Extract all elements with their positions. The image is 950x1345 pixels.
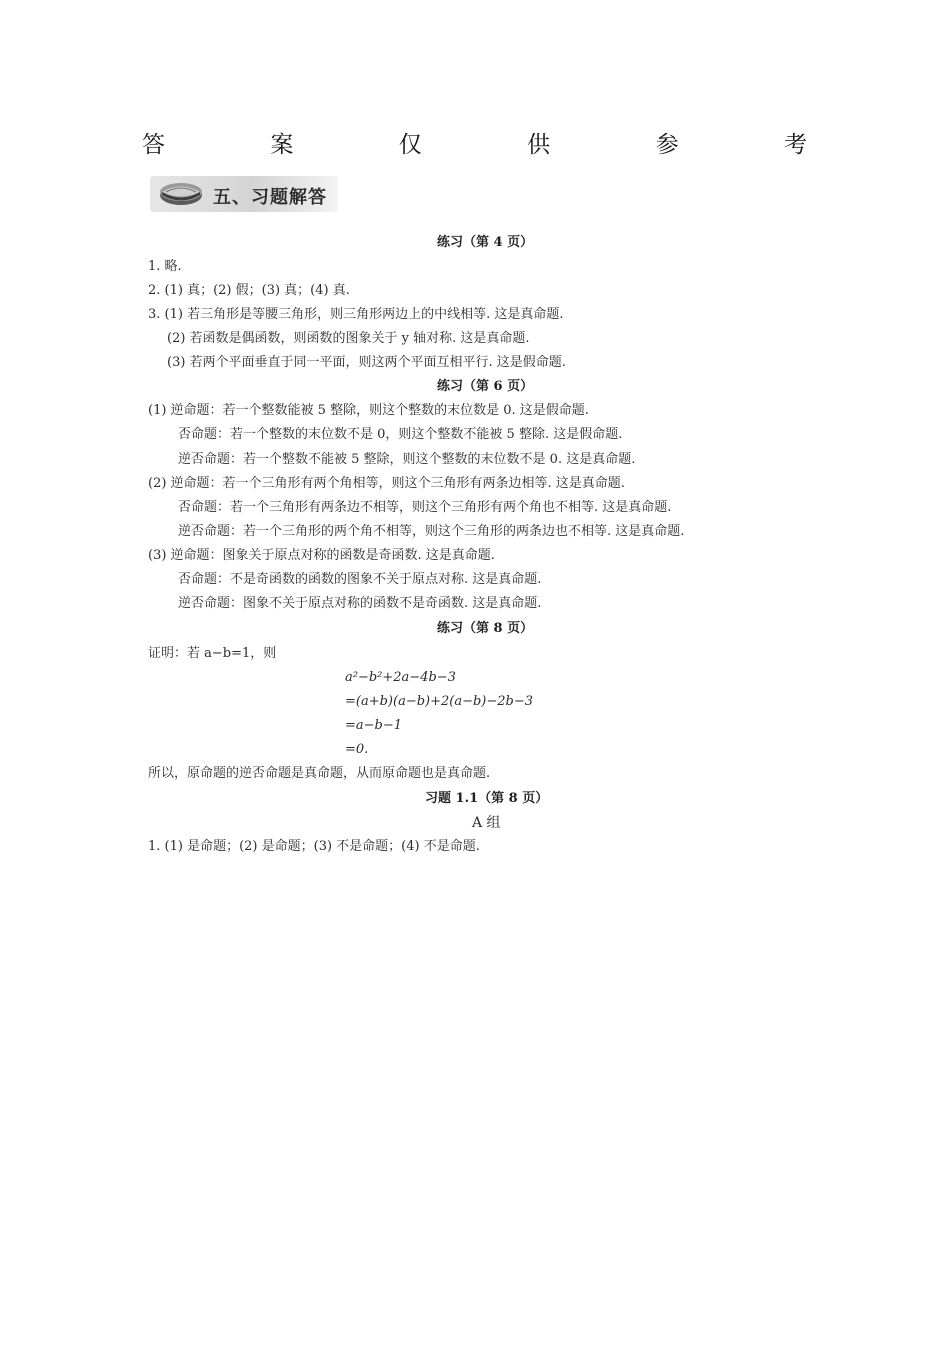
title-char: 供 <box>527 132 551 158</box>
answer-line: 1. (1) 是命题；(2) 是命题；(3) 不是命题；(4) 不是命题. <box>148 839 480 854</box>
answer-line: (3) 逆命题：图象关于原点对称的函数是奇函数. 这是真命题. <box>148 548 495 563</box>
group-label: A 组 <box>472 815 501 831</box>
answer-line: 1. 略. <box>148 259 182 274</box>
equation-line: a²−b²+2a−4b−3 <box>345 670 456 685</box>
answer-line: (3) 若两个平面垂直于同一平面，则这两个平面互相平行. 这是假命题. <box>167 355 566 370</box>
answer-line: 证明：若 a−b=1，则 <box>148 646 277 661</box>
page-title <box>142 126 807 160</box>
exercise-heading: 练习（第 6 页） <box>437 379 534 394</box>
answer-line: 逆否命题：若一个整数不能被 5 整除，则这个整数的末位数不是 0. 这是真命题. <box>178 452 636 467</box>
section-title: 五、习题解答 <box>213 187 327 208</box>
answer-line: (2) 若函数是偶函数，则函数的图象关于 y 轴对称. 这是真命题. <box>167 331 530 346</box>
title-char: 仅 <box>398 132 422 158</box>
book-icon <box>158 179 204 209</box>
equation-line: =(a+b)(a−b)+2(a−b)−2b−3 <box>345 694 534 709</box>
equation-line: =a−b−1 <box>345 718 403 733</box>
exercise-heading: 练习（第 8 页） <box>437 621 534 636</box>
title-char: 案 <box>270 132 294 158</box>
answer-line: 否命题：若一个整数的末位数不是 0，则这个整数不能被 5 整除. 这是假命题. <box>178 427 623 442</box>
title-char: 答 <box>142 132 165 158</box>
answer-line: 所以，原命题的逆否命题是真命题，从而原命题也是真命题. <box>148 766 491 781</box>
exercise-heading: 练习（第 4 页） <box>437 235 534 250</box>
answer-line: (2) 逆命题：若一个三角形有两个角相等，则这个三角形有两条边相等. 这是真命题. <box>148 476 625 491</box>
title-char: 考 <box>783 132 807 158</box>
equation-line: =0. <box>345 742 369 757</box>
title-char: 参 <box>655 132 679 158</box>
section-banner <box>150 176 338 212</box>
answer-line: 逆否命题：图象不关于原点对称的函数不是奇函数. 这是真命题. <box>178 596 542 611</box>
answer-line: 2. (1) 真；(2) 假；(3) 真；(4) 真. <box>148 283 350 298</box>
answer-line: 逆否命题：若一个三角形的两个角不相等，则这个三角形的两条边也不相等. 这是真命题. <box>178 524 685 539</box>
answer-line: 否命题：若一个三角形有两条边不相等，则这个三角形有两个角也不相等. 这是真命题. <box>178 500 672 515</box>
answer-line: 否命题：不是奇函数的函数的图象不关于原点对称. 这是真命题. <box>178 572 542 587</box>
answer-line: 3. (1) 若三角形是等腰三角形，则三角形两边上的中线相等. 这是真命题. <box>148 307 564 322</box>
answer-line: (1) 逆命题：若一个整数能被 5 整除，则这个整数的末位数是 0. 这是假命题. <box>148 403 589 418</box>
exercise-heading: 习题 1.1（第 8 页） <box>425 791 549 806</box>
